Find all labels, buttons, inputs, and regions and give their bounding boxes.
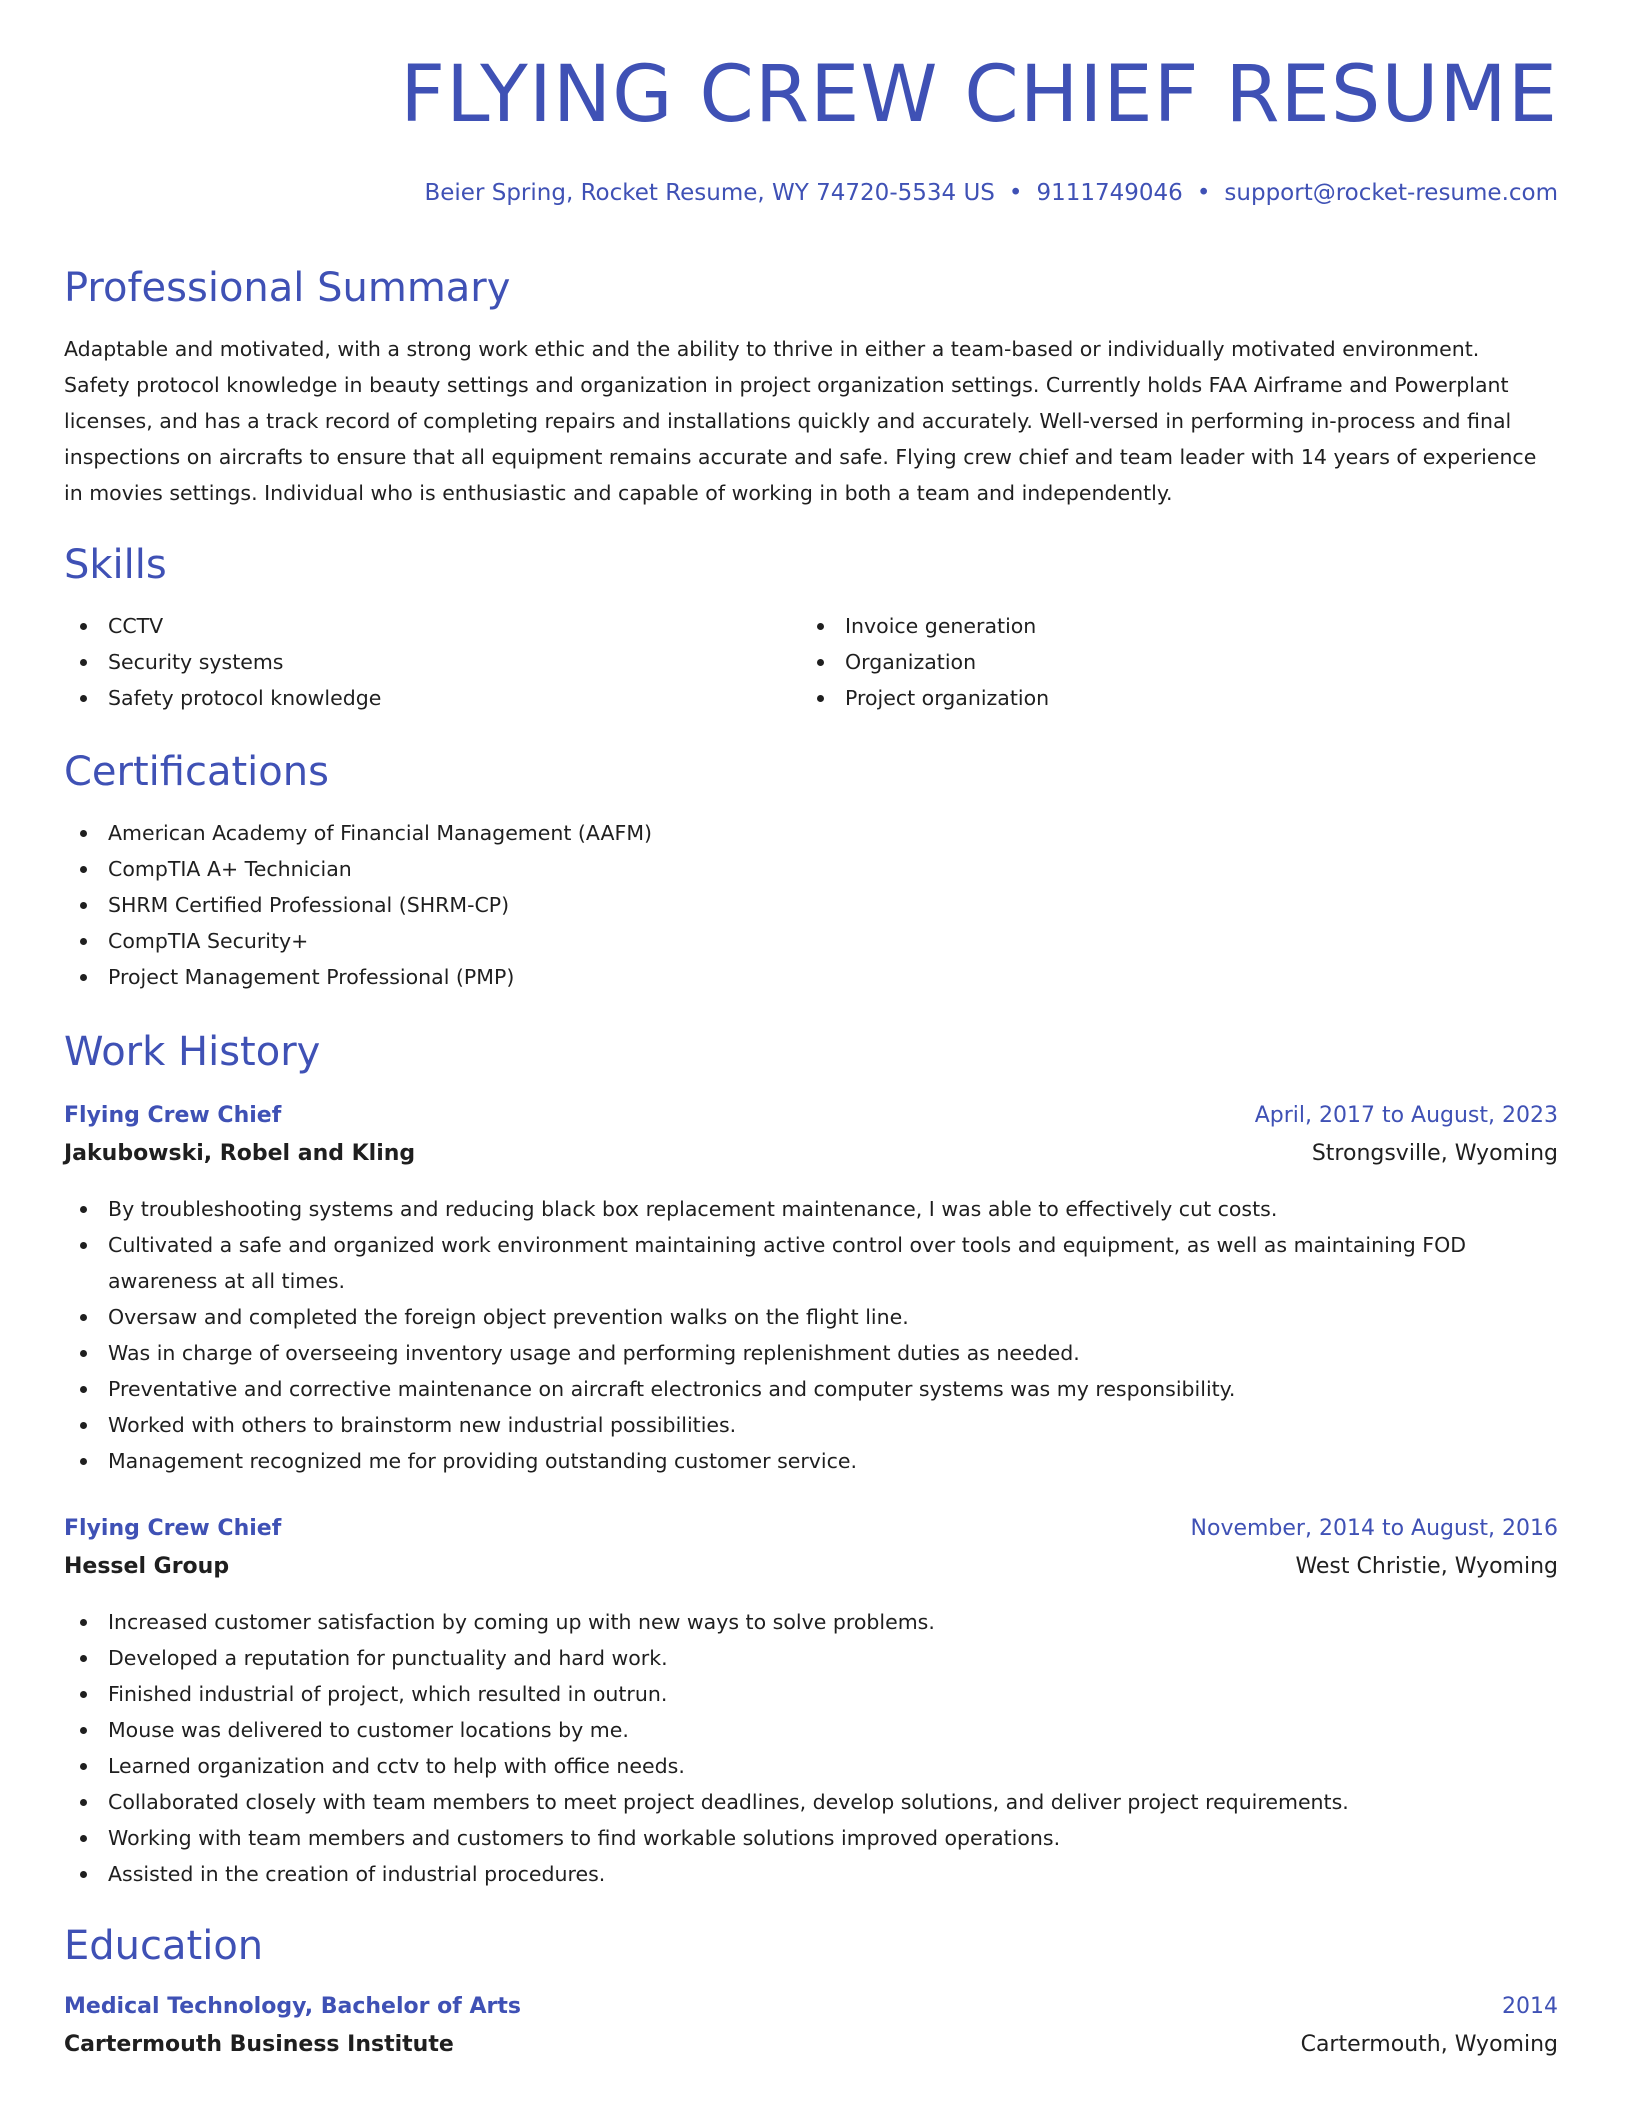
job-location: Strongsville, Wyoming xyxy=(1311,1141,1558,1166)
job-bullet: Finished industrial of project, which resulted in outrun. xyxy=(64,1676,1558,1712)
certification-item: SHRM Certified Professional (SHRM-CP) xyxy=(64,887,1558,923)
education-degree: Medical Technology, Bachelor of Arts xyxy=(64,1994,521,2019)
skill-item: Security systems xyxy=(64,644,764,680)
summary-line: in movies settings. Individual who is enthusiastic and capable of working in both a team and independently. xyxy=(64,481,1173,505)
certification-item: CompTIA Security+ xyxy=(64,923,1558,959)
certification-item: CompTIA A+ Technician xyxy=(64,851,1558,887)
certification-item: American Academy of Financial Management (AAFM) xyxy=(64,815,1558,851)
summary-line: Adaptable and motivated, with a strong work ethic and the ability to thrive in either a team-based or individually motivated environment. xyxy=(64,337,1480,361)
section-title-certifications: Certifications xyxy=(64,749,329,795)
certification-item: Project Management Professional (PMP) xyxy=(64,959,1558,995)
job-bullet: Worked with others to brainstorm new industrial possibilities. xyxy=(64,1407,1558,1443)
job-bullet xyxy=(64,1227,1558,1299)
contact-phone: 9111749046 xyxy=(1036,180,1183,206)
section-title-education: Education xyxy=(64,1923,264,1969)
job-title: Flying Crew Chief xyxy=(64,1516,282,1541)
certifications-list xyxy=(64,815,1558,995)
job-bullet: Was in charge of overseeing inventory usage and performing replenishment duties as needed. xyxy=(64,1335,1558,1371)
job-bullet: Learned organization and cctv to help with office needs. xyxy=(64,1748,1558,1784)
job-bullet: Collaborated closely with team members to meet project deadlines, develop solutions, and deliver project requirements. xyxy=(64,1784,1558,1820)
contact-separator: • xyxy=(1008,180,1023,206)
job-dates: April, 2017 to August, 2023 xyxy=(1254,1103,1558,1128)
job-company: Hessel Group xyxy=(64,1554,230,1579)
job-bullet: Oversaw and completed the foreign object prevention walks on the flight line. xyxy=(64,1299,1558,1335)
job-bullet-line: awareness at all times. xyxy=(108,1269,346,1293)
job-company-row xyxy=(64,1143,1558,1165)
contact-address: Beier Spring, Rocket Resume, WY 74720-5534 US xyxy=(424,180,995,206)
section-title-skills: Skills xyxy=(64,542,167,588)
skill-item: Safety protocol knowledge xyxy=(64,680,764,716)
section-title-work-history: Work History xyxy=(64,1029,321,1075)
job-bullet: Management recognized me for providing outstanding customer service. xyxy=(64,1443,1558,1479)
job-bullet: Assisted in the creation of industrial procedures. xyxy=(64,1856,1558,1892)
job-bullet: Mouse was delivered to customer locations by me. xyxy=(64,1712,1558,1748)
job-company-row xyxy=(64,1556,1558,1578)
job-location: West Christie, Wyoming xyxy=(1295,1554,1558,1579)
job-bullet: Working with team members and customers to find workable solutions improved operations. xyxy=(64,1820,1558,1856)
resume-title: FLYING CREW CHIEF RESUME xyxy=(400,50,1558,140)
summary-line: licenses, and has a track record of completing repairs and installations quickly and accurately. Well-versed in performing in-process and final xyxy=(64,409,1512,433)
education-school: Cartermouth Business Institute xyxy=(64,2032,454,2057)
education-year: 2014 xyxy=(1502,1994,1558,2019)
section-title-summary: Professional Summary xyxy=(64,265,511,311)
job-header-row xyxy=(64,1518,1558,1540)
job-bullets xyxy=(64,1604,1558,1892)
job-header-row xyxy=(64,1105,1558,1127)
job-bullet: Preventative and corrective maintenance on aircraft electronics and computer systems was my responsibility. xyxy=(64,1371,1558,1407)
job-dates: November, 2014 to August, 2016 xyxy=(1190,1516,1558,1541)
education-location: Cartermouth, Wyoming xyxy=(1300,2032,1558,2057)
job-company: Jakubowski, Robel and Kling xyxy=(64,1141,416,1166)
education-school-row xyxy=(64,2034,1558,2056)
job-bullet: Increased customer satisfaction by coming up with new ways to solve problems. xyxy=(64,1604,1558,1640)
contact-separator: • xyxy=(1196,180,1211,206)
skill-item: Project organization xyxy=(801,680,1501,716)
skill-item: Organization xyxy=(801,644,1501,680)
contact-email[interactable]: support@rocket-resume.com xyxy=(1224,180,1558,206)
skill-item: CCTV xyxy=(64,608,764,644)
skills-list-left xyxy=(64,608,764,716)
job-bullets xyxy=(64,1191,1558,1479)
job-bullet: Developed a reputation for punctuality and hard work. xyxy=(64,1640,1558,1676)
education-header-row xyxy=(64,1996,1558,2018)
job-title: Flying Crew Chief xyxy=(64,1103,282,1128)
job-bullet-line: Cultivated a safe and organized work environment maintaining active control over tools and equipment, as well as maintaining FOD xyxy=(108,1233,1467,1257)
summary-line: Safety protocol knowledge in beauty settings and organization in project organization settings. Currently holds FAA Airframe and Powerplant xyxy=(64,373,1509,397)
skills-list-right xyxy=(801,608,1501,716)
contact-line xyxy=(424,182,1558,205)
summary-line: inspections on aircrafts to ensure that all equipment remains accurate and safe. Flying crew chief and team leader with 14 years of experience xyxy=(64,445,1537,469)
skill-item: Invoice generation xyxy=(801,608,1501,644)
job-bullet: By troubleshooting systems and reducing black box replacement maintenance, I was able to effectively cut costs. xyxy=(64,1191,1558,1227)
summary-paragraph xyxy=(64,331,1558,511)
